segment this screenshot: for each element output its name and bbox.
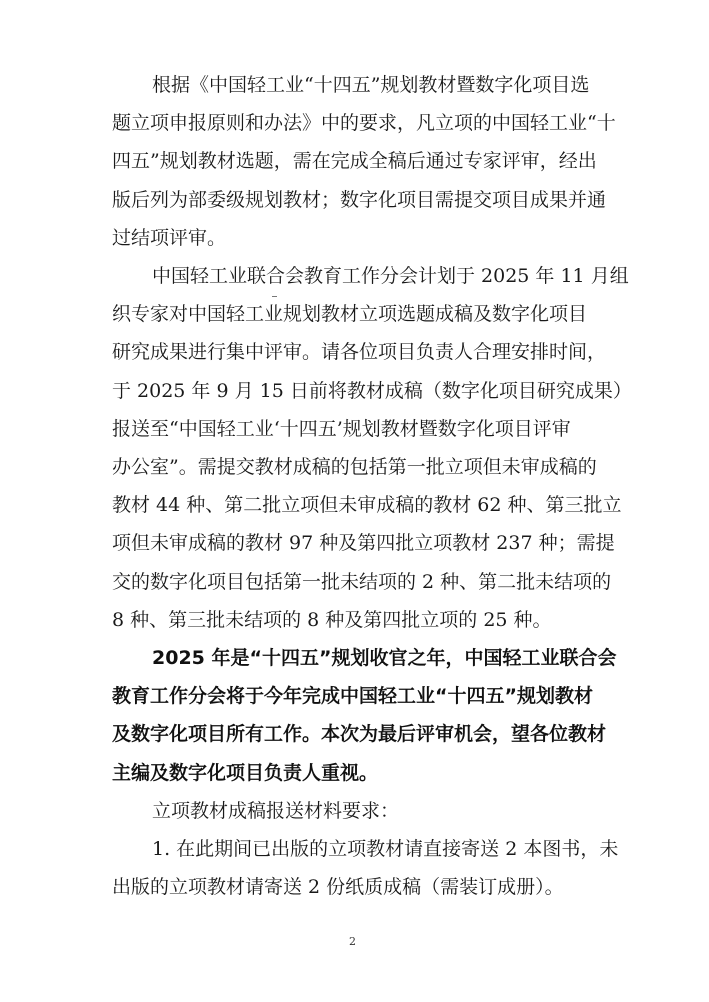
paragraph-2-line-6: 办公室”。需提交教材成稿的包括第一批立项但未审成稿的 <box>112 456 597 478</box>
paragraph-3-line-4: 主编及数字化项目负责人重视。 <box>112 762 379 784</box>
item-1-line-1: 1. 在此期间已出版的立项教材请直接寄送 2 本图书，未 <box>152 838 619 860</box>
paragraph-2-line-5: 报送至“中国轻工业‘十四五’规划教材暨数字化项目评审 <box>112 418 571 440</box>
section-heading: 立项教材成稿报送材料要求： <box>152 800 400 822</box>
paragraph-1-line-1: 根据《中国轻工业“十四五”规划教材暨数字化项目选 <box>152 74 590 96</box>
paragraph-2-line-9: 交的数字化项目包括第一批未结项的 2 种、第二批未结项的 <box>112 571 612 593</box>
paragraph-2-line-2: 织专家对中国轻工业规划教材立项选题成稿及数字化项目 <box>112 303 588 325</box>
paragraph-1-line-3: 四五”规划教材选题，需在完成全稿后通过专家评审，经出 <box>112 150 597 172</box>
paragraph-2-line-7: 教材 44 种、第二批立项但未审成稿的教材 62 种、第三批立 <box>112 494 622 516</box>
paragraph-2-line-1: 中国轻工业联合会教育工作分会计划于 2025 年 11 月组 <box>152 265 629 287</box>
paragraph-1-line-2: 题立项申报原则和办法》中的要求，凡立项的中国轻工业“十 <box>112 112 616 134</box>
page-number: 2 <box>349 935 356 948</box>
paragraph-3-line-1: 2025 年是“十四五”规划收官之年，中国轻工业联合会 <box>152 647 617 669</box>
paragraph-2-line-8: 项但未审成稿的教材 97 种及第四批立项教材 237 种；需提 <box>112 532 615 554</box>
paragraph-1-line-4: 版后列为部委级规划教材；数字化项目需提交项目成果并通 <box>112 189 607 211</box>
paragraph-2-line-3: 研究成果进行集中评审。请各位项目负责人合理安排时间， <box>112 341 607 363</box>
paragraph-1-line-5: 过结项评审。 <box>112 227 227 249</box>
paragraph-2-line-4: 于 2025 年 9 月 15 日前将教材成稿（数字化项目研究成果） <box>112 380 632 402</box>
scan-mark <box>272 296 277 297</box>
paragraph-3-line-2: 教育工作分会将于今年完成中国轻工业“十四五”规划教材 <box>112 685 593 707</box>
paragraph-2-line-10: 8 种、第三批未结项的 8 种及第四批立项的 25 种。 <box>112 609 552 631</box>
item-1-line-2: 出版的立项教材请寄送 2 份纸质成稿（需装订成册）。 <box>112 876 564 898</box>
paragraph-3-line-3: 及数字化项目所有工作。本次为最后评审机会，望各位教材 <box>112 723 607 745</box>
